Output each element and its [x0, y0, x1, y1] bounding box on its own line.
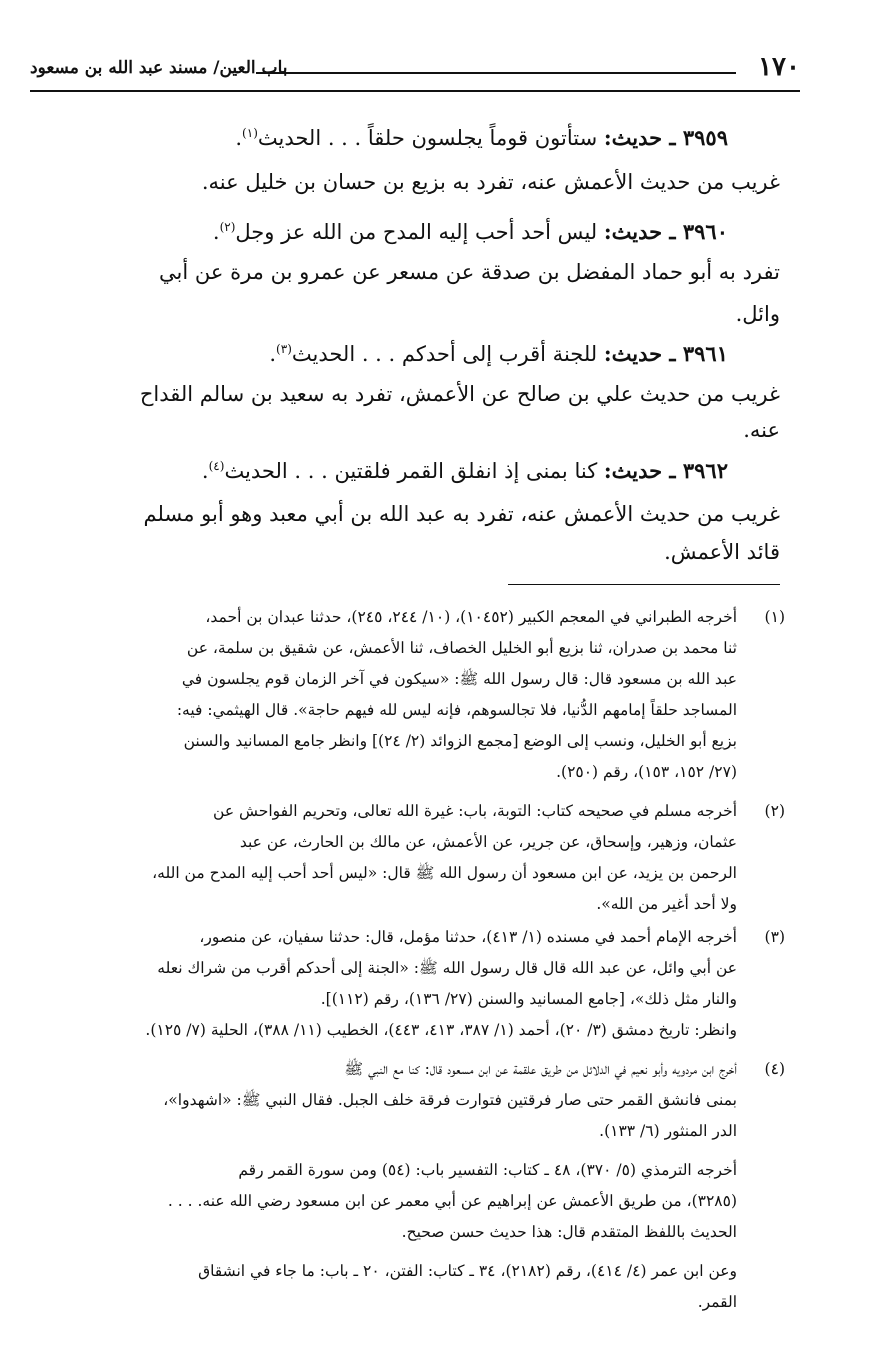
- footnote-body: [50, 602, 737, 788]
- hadith-line: [52, 329, 728, 371]
- footnote-line: ولا أحد أغير من الله».: [596, 895, 737, 913]
- text-line: قائد الأعمش.: [664, 540, 780, 564]
- footnote-separator: [508, 584, 780, 585]
- footnote-line: الدر المنثور (٦/ ١٣٣).: [599, 1122, 737, 1140]
- footnote-body: [50, 1054, 737, 1318]
- footnote-line: والنار مثل ذلك»، [جامع المسانيد والسنن (٢٧/ ١٣٦)، رقم (١١٢)].: [320, 990, 737, 1008]
- header-rule: [30, 90, 800, 92]
- footnote-line: أخرجه الترمذي (٥/ ٣٧٠)، ٤٨ ـ كتاب: التفسير باب: (٥٤) ومن سورة القمر رقم: [238, 1161, 737, 1179]
- hadith-text: للجنة أقرب إلى أحدكم . . . الحديث: [291, 342, 604, 366]
- running-header: [30, 48, 800, 88]
- hadith-line: [52, 446, 728, 488]
- hadith-text: ليس أحد أحب إليه المدح من الله عز وجل: [235, 220, 604, 244]
- text-line: تفرد به أبو حماد المفضل بن صدقة عن مسعر عن عمرو بن مرة عن أبي: [159, 260, 780, 284]
- footnote-line: أخرجه الإمام أحمد في مسنده (١/ ٤١٣)، حدثنا مؤمل، قال: حدثنا سفيان، عن منصور،: [199, 928, 737, 946]
- footnote-line: وانظر: تاريخ دمشق (٣/ ٢٠)، أحمد (١/ ٣٨٧، ٤١٣، ٤٤٣)، الخطيب (١١/ ٣٨٨)، الحلية (٧/ ١٢٥).: [145, 1021, 737, 1039]
- footnote-line: عبد الله بن مسعود قال: قال رسول الله ﷺ: «سيكون في آخر الزمان قوم يجلسون في: [181, 670, 737, 688]
- page-number: ١٧٠: [758, 52, 800, 82]
- footnote-line: وعن ابن عمر (٤/ ٤١٤)، رقم (٢١٨٢)، ٣٤ ـ كتاب: الفتن، ٢٠ ـ باب: ما جاء في انشقاق: [198, 1262, 737, 1280]
- footnote-line: عثمان، وزهير، وإسحاق، عن جرير، عن الأعمش، عن مالك بن الحارث، عن عبد: [239, 833, 737, 851]
- footnote-line: (٣٢٨٥)، من طريق الأعمش عن إبراهيم عن أبي معمر عن ابن مسعود رضي الله عنه. . . .: [167, 1192, 737, 1210]
- hadith-text: ستأتون قوماً يجلسون حلقاً . . . الحديث: [257, 126, 604, 150]
- hadith-end: .: [269, 342, 277, 366]
- header-dash-line: [256, 72, 736, 74]
- hadith-text: كنا بمنى إذ انفلق القمر فلقتين . . . الحديث: [224, 459, 604, 483]
- footnote-number: (٤): [764, 1060, 785, 1078]
- text-line: عنه.: [743, 418, 780, 442]
- text-line: غريب من حديث علي بن صالح عن الأعمش، تفرد به سعيد بن سالم القداح: [139, 382, 780, 406]
- footnote-line: (٢٧/ ١٥٢، ١٥٣)، رقم (٢٥٠).: [556, 763, 737, 781]
- footnote-line: عن أبي وائل، عن عبد الله قال قال رسول الله ﷺ: «الجنة إلى أحدكم أقرب من شراك نعله: [157, 959, 737, 977]
- hadith-end: .: [201, 459, 209, 483]
- footnote-ref: (٣): [276, 342, 292, 356]
- footnote-line: ثنا محمد بن صدران، ثنا بزيع أبو الخليل الخصاف، ثنا الأعمش، عن شقيق بن سلمة، عن: [186, 639, 737, 657]
- footnote-body: [50, 796, 737, 920]
- hadith-number: ٣٩٥٩ ـ حديث:: [603, 125, 728, 150]
- hadith-line: [52, 207, 728, 249]
- footnote-line: المساجد حلقاً إمامهم الدُّنيا، فلا تجالسوهم، فإنه ليس لله فيهم حاجة». قال الهيثمي: فيه:: [176, 701, 737, 719]
- footnote-body: [50, 922, 737, 1046]
- text-line: وائل.: [735, 302, 780, 326]
- footnote-gap: [50, 1248, 737, 1256]
- footnote-line: أخرج ابن مردويه وأبو نعيم في الدلائل من طريق علقمة عن ابن مسعود قال: كنا مع النبي ﷺ: [344, 1060, 737, 1078]
- footnote-number: (٢): [764, 802, 785, 820]
- footnote-ref: (٢): [219, 220, 236, 234]
- hadith-number: ٣٩٦٢ ـ حديث:: [603, 458, 728, 483]
- hadith-line: [52, 113, 728, 155]
- footnote-ref: (١): [242, 126, 258, 140]
- footnote-line: القمر.: [697, 1293, 737, 1311]
- hadith-end: .: [235, 126, 243, 150]
- footnote-line: أخرجه مسلم في صحيحه كتاب: التوبة، باب: غيرة الله تعالى، وتحريم الفواحش عن: [213, 802, 737, 820]
- footnote-line: بزيع أبو الخليل، ونسب إلى الوضع [مجمع الزوائد (٢/ ٢٤)] وانظر جامع المسانيد والسنن: [183, 732, 737, 750]
- footnote-gap: [50, 1147, 737, 1155]
- hadith-number: ٣٩٦٠ ـ حديث:: [603, 219, 728, 244]
- footnote-line: أخرجه الطبراني في المعجم الكبير (١٠٤٥٢)، (١٠/ ٢٤٤، ٢٤٥)، حدثنا عبدان بن أحمد،: [205, 608, 737, 626]
- footnote-number: (١): [764, 608, 785, 626]
- footnote-ref: (٤): [208, 459, 225, 473]
- header-title: باب العين/ مسند عبد الله بن مسعود: [30, 58, 288, 78]
- footnote-line: الحديث باللفظ المتقدم قال: هذا حديث حسن صحيح.: [401, 1223, 737, 1241]
- text-line: غريب من حديث الأعمش عنه، تفرد به عبد الله بن أبي معبد وهو أبو مسلم: [143, 502, 780, 526]
- hadith-number: ٣٩٦١ ـ حديث:: [603, 341, 728, 366]
- text-line: غريب من حديث الأعمش عنه، تفرد به بزيع بن حسان بن خليل عنه.: [201, 170, 780, 194]
- footnote-number: (٣): [764, 928, 785, 946]
- hadith-end: .: [212, 220, 220, 244]
- footnote-line: الرحمن بن يزيد، عن ابن مسعود أن رسول الله ﷺ قال: «ليس أحد أحب إليه المدح من الله،: [152, 864, 737, 882]
- footnote-line: بمنى فانشق القمر حتى صار فرقتين فتوارت فرقة خلف الجبل. فقال النبي ﷺ: «اشهدوا»،: [163, 1091, 737, 1109]
